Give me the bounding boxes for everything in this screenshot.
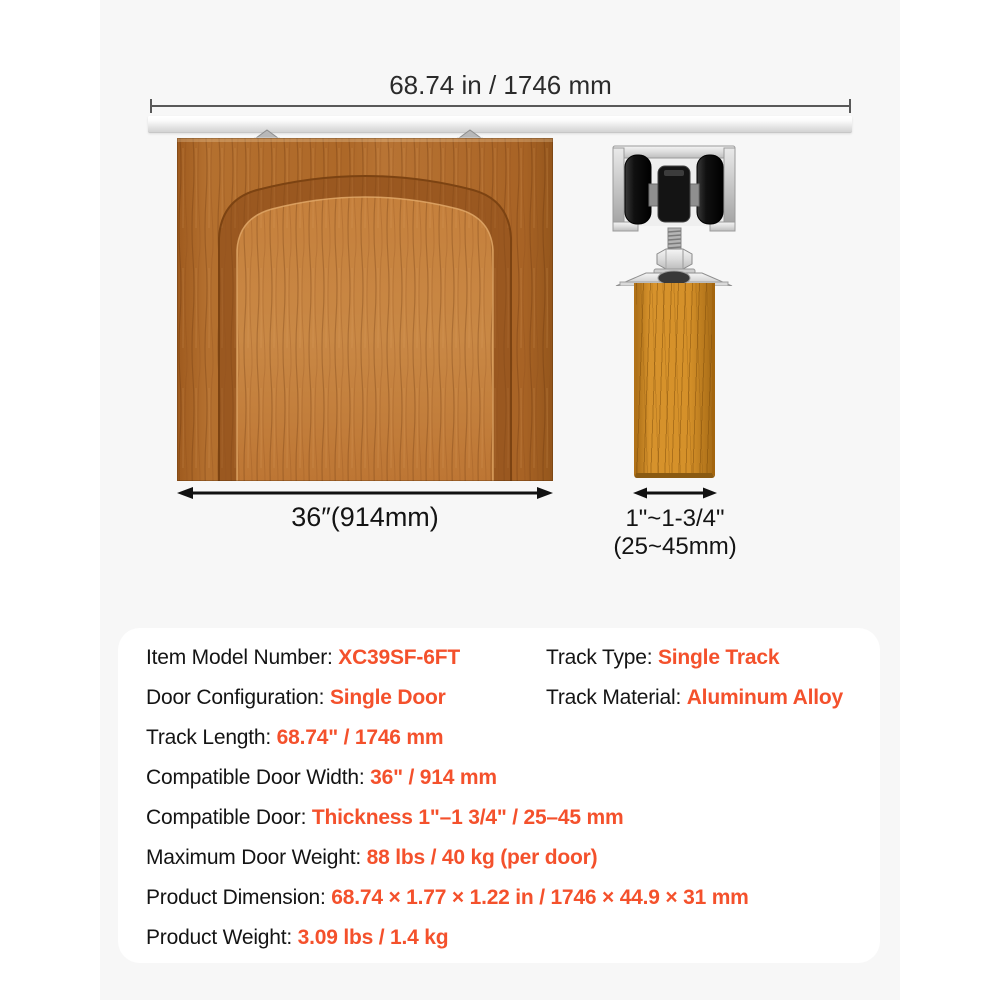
spec-row-max-door-weight <box>146 838 862 878</box>
spec-row-door-width <box>146 758 862 798</box>
spec-label: Product Weight: <box>146 926 298 949</box>
spec-value: Single Door <box>329 686 446 709</box>
spec-cell <box>546 638 862 678</box>
spec-value: 88 lbs / 40 kg (per door) <box>366 846 598 869</box>
wooden-door-image <box>177 138 553 481</box>
spec-cell <box>146 678 546 718</box>
spec-label: Compatible Door Width: <box>146 766 371 789</box>
door-thickness-label <box>585 505 765 561</box>
spec-row-product-dimension <box>146 878 862 918</box>
specifications-panel <box>118 628 880 963</box>
spec-label: Track Length: <box>146 726 277 749</box>
spec-value: Aluminum Alloy <box>686 686 843 709</box>
door-width-label: 36″(914mm) <box>291 502 439 532</box>
door-thickness-arrow <box>633 485 717 501</box>
spec-cell <box>146 638 546 678</box>
spec-value: 68.74 × 1.77 × 1.22 in / 1746 × 44.9 × 31 mm <box>331 886 749 909</box>
spec-cell <box>546 678 862 718</box>
spec-value: 68.74" / 1746 mm <box>276 726 444 749</box>
spec-label: Door Configuration: <box>146 686 330 709</box>
spec-value: Single Track <box>657 646 780 669</box>
spec-row-door-thickness <box>146 798 862 838</box>
spec-row-configuration-and-material <box>146 678 862 718</box>
track-length-dimension-label: 68.74 in / 1746 mm <box>389 70 612 100</box>
spec-label: Item Model Number: <box>146 646 339 669</box>
door-edge-board-image <box>634 283 715 478</box>
spec-label: Maximum Door Weight: <box>146 846 367 869</box>
spec-value: Thickness 1"–1 3/4" / 25–45 mm <box>311 806 624 829</box>
door-thickness-label-line2: (25~45mm) <box>613 533 737 560</box>
spec-row-model-and-track-type <box>146 638 862 678</box>
track-roller-hardware-image <box>608 142 740 286</box>
spec-label: Track Material: <box>546 686 687 709</box>
track-length-dimension-line <box>150 98 851 114</box>
spec-value: XC39SF-6FT <box>338 646 460 669</box>
door-width-arrow <box>177 485 553 501</box>
spec-row-product-weight <box>146 918 862 958</box>
door-thickness-label-line1: 1"~1-3/4" <box>625 505 725 532</box>
spec-label: Product Dimension: <box>146 886 332 909</box>
spec-row-track-length <box>146 718 862 758</box>
spec-label: Track Type: <box>546 646 658 669</box>
spec-label: Compatible Door: <box>146 806 312 829</box>
spec-value: 3.09 lbs / 1.4 kg <box>297 926 449 949</box>
spec-value: 36" / 914 mm <box>370 766 497 789</box>
